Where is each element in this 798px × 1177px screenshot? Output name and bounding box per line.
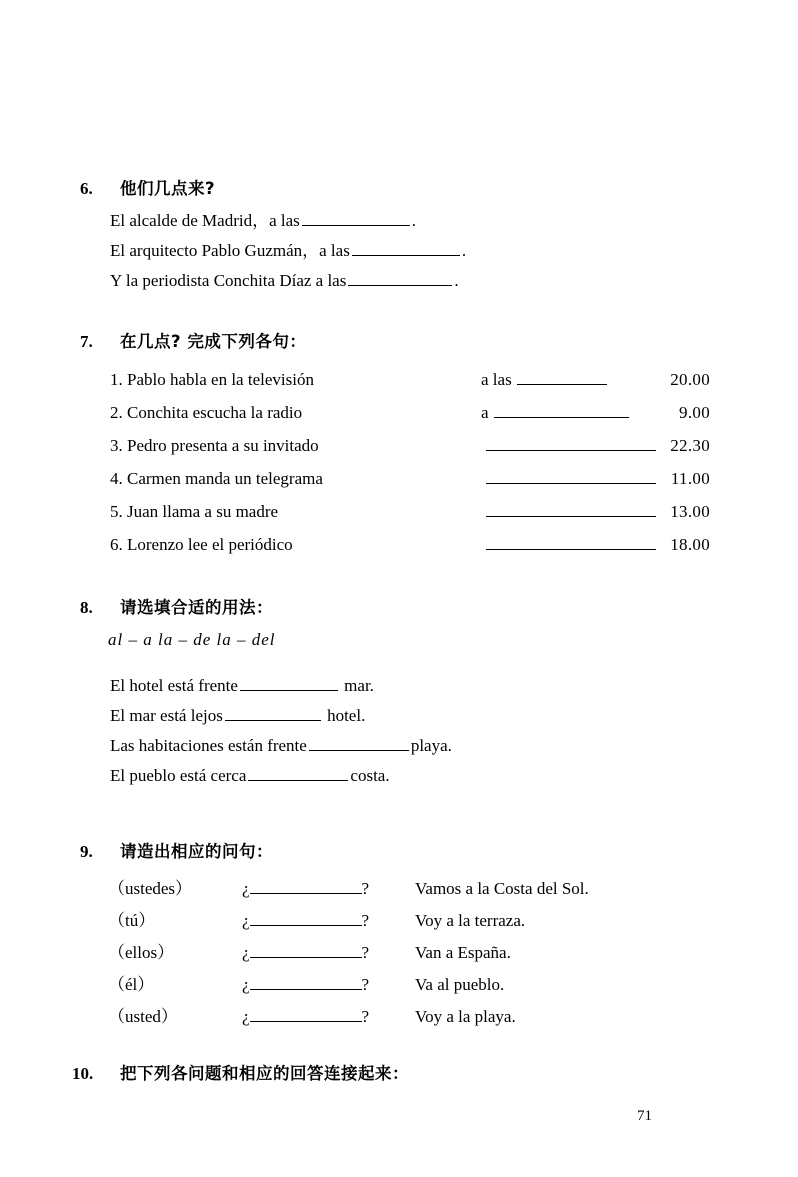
exercise-10 [72, 1063, 732, 1085]
sentence-tail: costa. [350, 766, 390, 785]
exercise-8-line-4 [110, 761, 720, 791]
exercise-7 [80, 331, 720, 561]
sentence-tail: hotel. [327, 706, 366, 725]
exercise-10-prompt: 把下列各问题和相应的回答连接起来： [120, 1064, 409, 1083]
pronoun-label: （ustedes） [108, 879, 193, 898]
sentence-text: El alcalde de Madrid，a las [110, 211, 300, 230]
exercise-9 [80, 841, 720, 1033]
fill-blank[interactable] [250, 973, 362, 990]
pronoun-label: （ellos） [108, 943, 175, 962]
exercise-6 [80, 178, 720, 296]
row-lead-text: a [481, 403, 489, 422]
exercise-10-heading [72, 1063, 732, 1085]
exercise-8-number: 8. [80, 598, 93, 617]
sentence-text: Las habitaciones están frente [110, 736, 307, 755]
exercise-7-row [110, 429, 720, 462]
row-item-text: 1. Pablo habla en la televisión [110, 370, 314, 389]
question-mark: ? [361, 911, 370, 930]
row-item-text: 3. Pedro presenta a su invitado [110, 436, 319, 455]
exercise-8-prompt: 请选填合适的用法： [120, 598, 273, 617]
row-time-value: 18.00 [670, 535, 710, 554]
exercise-7-row [110, 528, 720, 561]
row-item-text: 5. Juan llama a su madre [110, 502, 279, 521]
sentence-tail: . [411, 211, 417, 230]
row-time-value: 20.00 [670, 370, 710, 389]
exercise-7-row [110, 462, 720, 495]
exercise-7-heading [80, 331, 720, 353]
question-mark: ? [361, 975, 370, 994]
exercise-9-row [108, 873, 720, 905]
exercise-7-number: 7. [80, 332, 93, 351]
sentence-tail: mar. [344, 676, 374, 695]
row-item-text: 2. Conchita escucha la radio [110, 403, 303, 422]
fill-blank[interactable] [248, 764, 348, 781]
pronoun-label: （él） [108, 975, 155, 994]
exercise-9-row [108, 1001, 720, 1033]
row-time-value: 9.00 [679, 403, 710, 422]
fill-blank[interactable] [250, 877, 362, 894]
exercise-9-prompt: 请造出相应的问句： [120, 842, 273, 861]
exercise-10-number: 10. [72, 1064, 94, 1083]
question-blank-area [242, 937, 369, 969]
sentence-tail: . [461, 241, 467, 260]
exercise-7-row [110, 495, 720, 528]
page-number: 71 [637, 1108, 652, 1124]
fill-blank[interactable] [517, 368, 607, 385]
pronoun-label: （tú） [108, 911, 156, 930]
exercise-9-row [108, 937, 720, 969]
inverted-question-mark: ¿ [242, 911, 250, 930]
row-item-text: 4. Carmen manda un telegrama [110, 469, 323, 488]
exercise-6-line-1 [110, 206, 720, 236]
exercise-8-line-1 [110, 671, 720, 701]
sentence-tail: playa. [410, 736, 452, 755]
answer-text: Van a España. [415, 943, 511, 962]
fill-blank[interactable] [302, 209, 410, 226]
exercise-7-row [110, 396, 720, 429]
fill-blank[interactable] [225, 704, 321, 721]
sentence-tail: . [454, 271, 459, 290]
answer-text: Voy a la playa. [415, 1007, 516, 1026]
exercise-6-heading [80, 178, 720, 200]
question-blank-area [242, 1001, 369, 1033]
row-time-value: 11.00 [670, 469, 710, 488]
exercise-9-heading [80, 841, 720, 863]
question-blank-area [242, 873, 369, 905]
answer-text: Voy a la terraza. [415, 911, 526, 930]
row-lead-text: a las [481, 370, 512, 389]
fill-blank[interactable] [240, 674, 338, 691]
inverted-question-mark: ¿ [242, 879, 250, 898]
exercise-6-line-2 [110, 236, 720, 266]
inverted-question-mark: ¿ [242, 1007, 250, 1026]
fill-blank[interactable] [494, 401, 629, 418]
row-time-value: 13.00 [670, 502, 710, 521]
sentence-text: Y la periodista Conchita Díaz a las [110, 271, 347, 290]
sentence-text: El hotel está frente [110, 676, 238, 695]
fill-blank[interactable] [250, 941, 362, 958]
sentence-text: El arquitecto Pablo Guzmán，a las [110, 241, 350, 260]
fill-blank[interactable] [348, 269, 452, 286]
exercise-9-row [108, 969, 720, 1001]
question-blank-area [242, 905, 369, 937]
row-time-value: 22.30 [670, 436, 710, 455]
sentence-text: El mar está lejos [110, 706, 223, 725]
question-mark: ? [361, 1007, 370, 1026]
exercise-7-prompt: 在几点? 完成下列各句： [120, 332, 307, 351]
exercise-8-heading [80, 597, 720, 619]
fill-blank[interactable] [309, 734, 409, 751]
inverted-question-mark: ¿ [242, 943, 250, 962]
inverted-question-mark: ¿ [242, 975, 250, 994]
question-mark: ? [361, 879, 370, 898]
exercise-8-line-2 [110, 701, 720, 731]
exercise-6-number: 6. [80, 179, 93, 198]
exercise-8-line-3 [110, 731, 720, 761]
pronoun-label: （usted） [108, 1007, 178, 1026]
exercise-6-prompt: 他们几点来? [120, 179, 216, 198]
question-blank-area [242, 969, 369, 1001]
exercise-6-line-3 [110, 266, 720, 296]
exercise-9-number: 9. [80, 842, 93, 861]
answer-text: Va al pueblo. [415, 975, 505, 994]
exercise-9-row [108, 905, 720, 937]
exercise-7-row [110, 363, 720, 396]
exercise-8 [80, 597, 720, 791]
answer-text: Vamos a la Costa del Sol. [415, 879, 589, 898]
exercise-8-options: al – a la – de la – del [108, 630, 276, 649]
fill-blank[interactable] [250, 1005, 362, 1022]
question-mark: ? [361, 943, 370, 962]
fill-blank[interactable] [250, 909, 362, 926]
row-item-text: 6. Lorenzo lee el periódico [110, 535, 293, 554]
fill-blank[interactable] [352, 239, 460, 256]
sentence-text: El pueblo está cerca [110, 766, 247, 785]
